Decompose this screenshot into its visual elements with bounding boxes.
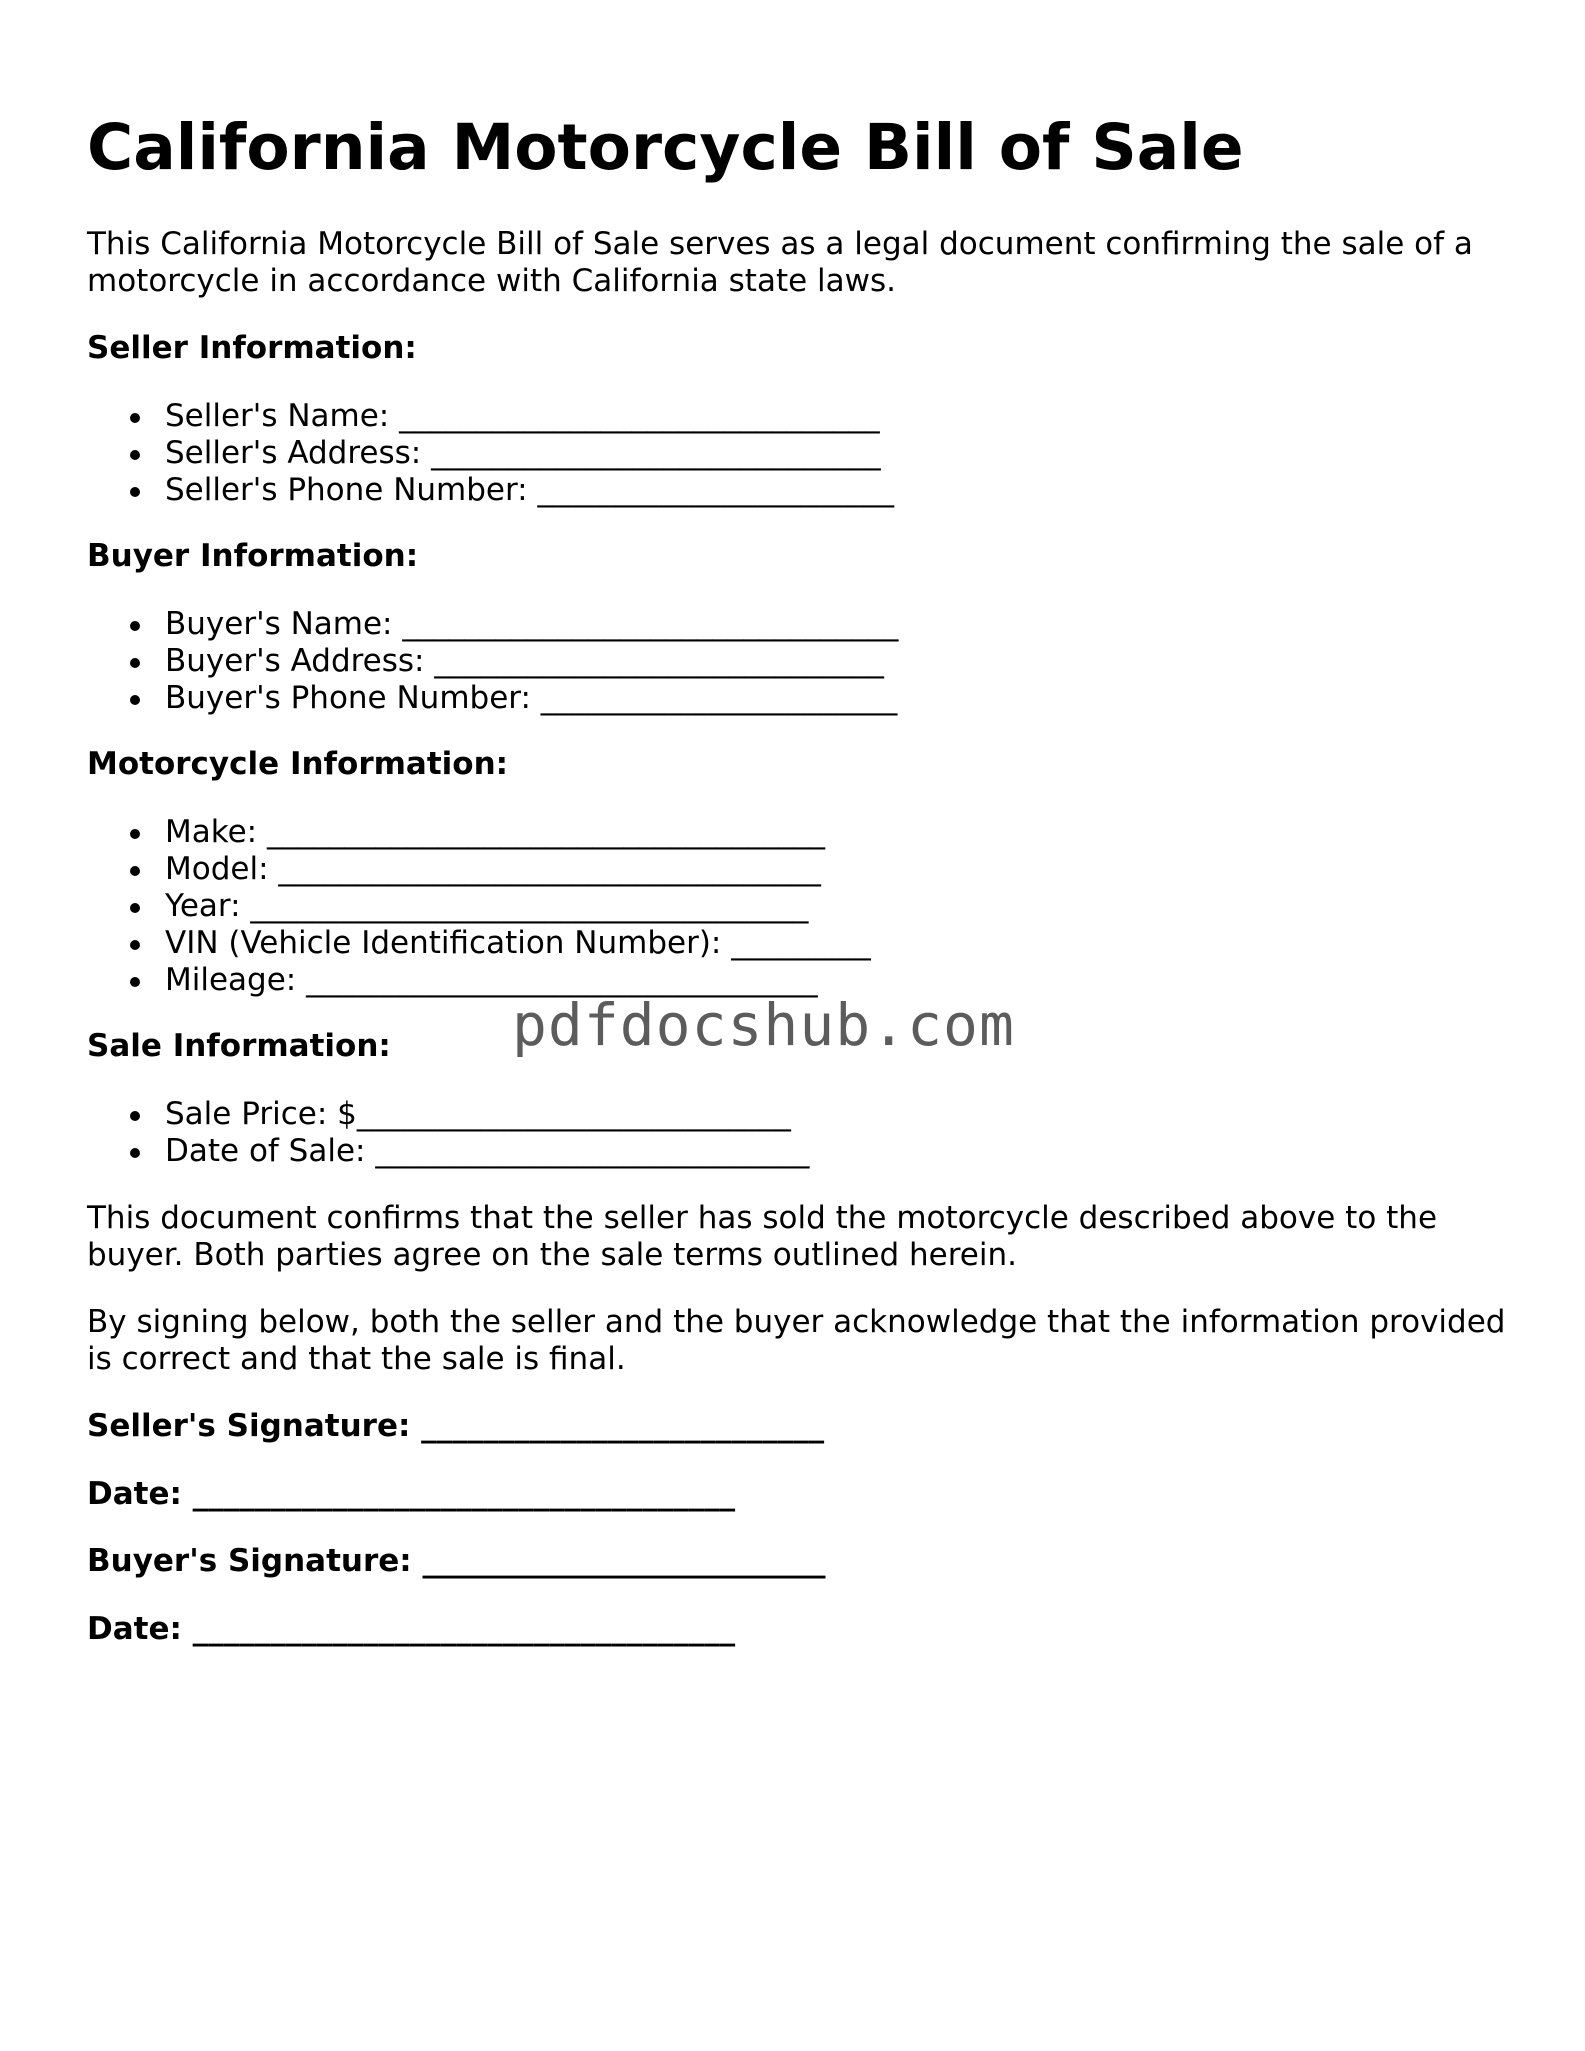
list-item [87, 888, 871, 925]
list-item [87, 472, 894, 509]
list-item [87, 1096, 809, 1133]
buyer-signature-line: Buyer's Signature: __________________________ [87, 1543, 826, 1579]
acknowledgment-paragraph: By signing below, both the seller and the buyer acknowledge that the information provided is correct and that the sale is final. [87, 1304, 1506, 1377]
sale-date-field: Date of Sale: ____________________________ [165, 1133, 810, 1169]
motorcycle-info-list [87, 814, 871, 999]
model-field: Model: ___________________________________ [165, 851, 821, 887]
year-field: Year: ____________________________________ [165, 888, 809, 924]
seller-date-line: Date: ___________________________________ [87, 1476, 736, 1512]
vin-field: VIN (Vehicle Identification Number): _________ [165, 925, 871, 961]
seller-info-heading: Seller Information: [87, 330, 417, 366]
list-item [87, 814, 871, 851]
list-item [87, 606, 898, 643]
seller-address-field: Seller's Address: _____________________________ [165, 435, 881, 471]
list-item [87, 643, 898, 680]
motorcycle-info-heading: Motorcycle Information: [87, 746, 509, 782]
seller-phone-field: Seller's Phone Number: _______________________ [165, 472, 894, 508]
bullet-icon [130, 866, 140, 876]
buyer-date-line: Date: ___________________________________ [87, 1611, 736, 1647]
bullet-icon [130, 977, 140, 987]
bullet-icon [130, 658, 140, 668]
mileage-field: Mileage: _________________________________ [165, 962, 818, 998]
sale-info-list [87, 1096, 809, 1170]
list-item [87, 680, 898, 717]
bullet-icon [130, 695, 140, 705]
buyer-phone-field: Buyer's Phone Number: _______________________ [165, 680, 898, 716]
list-item [87, 435, 894, 472]
intro-paragraph: This California Motorcycle Bill of Sale serves as a legal document confirming the sale of a motorcycle in accordance with California state laws. [87, 226, 1473, 299]
make-field: Make: ____________________________________ [165, 814, 825, 850]
bullet-icon [130, 1111, 140, 1121]
seller-name-field: Seller's Name: _______________________________ [165, 398, 880, 434]
list-item [87, 851, 871, 888]
watermark: pdfdocshub.com [512, 991, 1015, 1059]
buyer-info-list [87, 606, 898, 717]
seller-signature-line: Seller's Signature: __________________________ [87, 1408, 825, 1444]
document-title: California Motorcycle Bill of Sale [87, 111, 1244, 184]
buyer-name-field: Buyer's Name: ________________________________ [165, 606, 899, 642]
seller-info-list [87, 398, 894, 509]
list-item [87, 398, 894, 435]
bullet-icon [130, 940, 140, 950]
list-item [87, 1133, 809, 1170]
sale-info-heading: Sale Information: [87, 1028, 391, 1064]
bullet-icon [130, 1148, 140, 1158]
list-item [87, 925, 871, 962]
bullet-icon [130, 829, 140, 839]
sale-price-field: Sale Price: $____________________________ [165, 1096, 791, 1132]
bullet-icon [130, 487, 140, 497]
bullet-icon [130, 903, 140, 913]
bullet-icon [130, 413, 140, 423]
buyer-info-heading: Buyer Information: [87, 538, 419, 574]
confirmation-paragraph: This document confirms that the seller has sold the motorcycle described above to the buyer. Both parties agree on the sale terms outlined herein. [87, 1200, 1438, 1273]
bullet-icon [130, 450, 140, 460]
bullet-icon [130, 621, 140, 631]
buyer-address-field: Buyer's Address: _____________________________ [165, 643, 884, 679]
